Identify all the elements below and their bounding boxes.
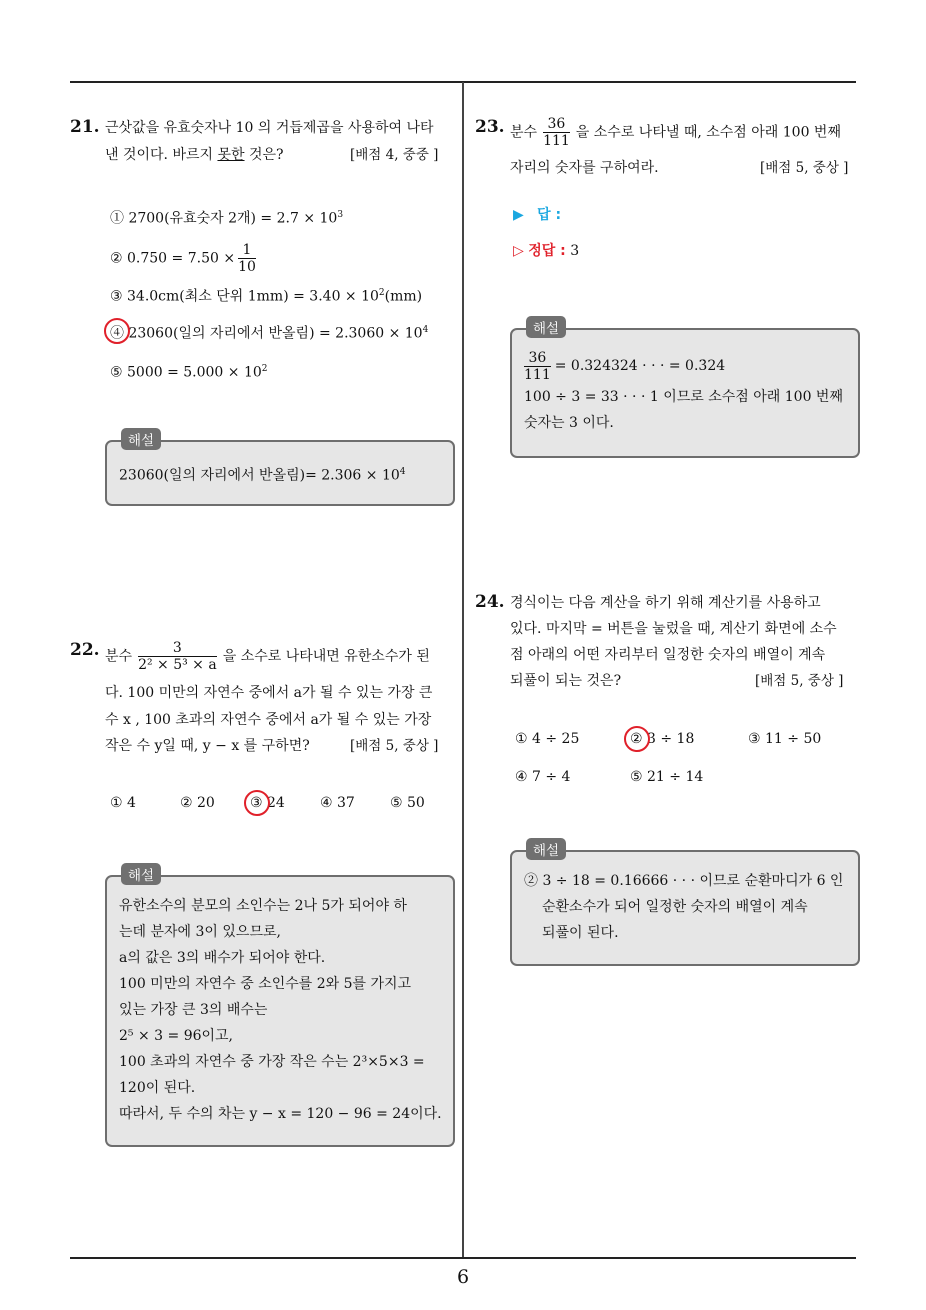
solution-label: 해설 <box>121 428 161 450</box>
page-number: 6 <box>456 1266 470 1288</box>
question-text: 점 아래의 어떤 자리부터 일정한 숫자의 배열이 계속 <box>510 647 826 663</box>
choice-1[interactable]: ① 4 ÷ 25 <box>515 731 580 747</box>
choice-5[interactable]: ⑤ $5000 = 5.000 \times 10^2$ <box>110 364 268 381</box>
question-number: 23. <box>475 117 505 137</box>
question-text: 작은 수 y일 때, y − x 를 구하면? <box>105 738 310 754</box>
score-tag: [배점 5, 중상 ] <box>755 673 844 689</box>
score-tag: [배점 4, 중중 ] <box>350 147 439 163</box>
choice-3[interactable]: ③ 11 ÷ 50 <box>748 731 822 747</box>
choice-3[interactable]: ③ 34.0cm(최소 단위 $1mm) = 3.40 \times 10^2(mm)$ <box>110 288 423 305</box>
choice-3[interactable]: ③ 24 <box>250 795 285 811</box>
question-text: 되풀이 되는 것은? <box>510 673 622 689</box>
question-number: 22. <box>70 640 100 660</box>
play-arrow-icon: ▶ <box>513 207 524 223</box>
column-divider <box>462 82 464 1258</box>
choice-5[interactable]: ⑤ 21 ÷ 14 <box>630 769 704 785</box>
solution-text: ② 3 ÷ 18 = 0.16666 · · · 이므로 순환마디가 6 인 순환소수가 되어 일정한 숫자의 배열이 계속 되풀이 된다. <box>524 873 844 941</box>
answer-mark-circle <box>244 790 270 816</box>
solution-box <box>510 328 860 458</box>
question-number: 21. <box>70 117 100 137</box>
question-text: 근삿값을 유효숫자나 10 의 거듭제곱을 사용하여 나타 <box>105 120 434 136</box>
bottom-rule <box>70 1257 856 1259</box>
choice-2[interactable]: ② 3 ÷ 18 <box>630 731 695 747</box>
solution-label: 해설 <box>121 863 161 885</box>
solution-text: 유한소수의 분모의 소인수는 2나 5가 되어야 하 는데 분자에 3이 있으므로, a의 값은 3의 배수가 되어야 한다. 100 미만의 자연수 중 소인수를 2와 5를 가지고 있는 가장 큰 3의 배수는 2⁵ × 3 = 96이고, 100 초과의 자연수 중 가장 작은 수는 2³×5×3 = 120이 된다. 따라서, 두 수의 차는 y − x = 120 − 96 = 24이다. <box>119 898 442 1122</box>
choice-4[interactable]: ④ 7 ÷ 4 <box>515 769 571 785</box>
score-tag: [배점 5, 중상 ] <box>760 160 849 176</box>
choice-4[interactable]: ④ 37 <box>320 795 355 811</box>
solution-label: 해설 <box>526 838 566 860</box>
solution-box <box>510 850 860 966</box>
question-text: 다. 100 미만의 자연수 중에서 a가 될 수 있는 가장 큰 <box>105 685 433 701</box>
choice-2[interactable]: ② 0.750 = 7.50 × $\frac{1}{10}$ <box>110 242 256 275</box>
question-text: 수 x , 100 초과의 자연수 중에서 a가 될 수 있는 가장 <box>105 712 432 728</box>
choice-4[interactable]: ④ 23060(일의 자리에서 반올림) = $2.3060 \times 10^4$ <box>110 325 429 342</box>
question-text: 경식이는 다음 계산을 하기 위해 계산기를 사용하고 <box>510 595 821 611</box>
solution-box <box>105 875 455 1147</box>
choice-1[interactable]: ① 4 <box>110 795 136 811</box>
answer-mark-circle <box>104 318 130 344</box>
score-tag: [배점 5, 중상 ] <box>350 738 439 754</box>
fraction: $\frac{3}{\text{2² × 5³ × a}}$ <box>138 640 217 673</box>
solution-text: 23060(일의 자리에서 반올림)= $2.306 \times 10^4$ <box>119 467 406 484</box>
correct-answer-row: ▷ 정답 : 3 <box>513 243 580 259</box>
choice-2[interactable]: ② 20 <box>180 795 215 811</box>
solution-text: $\frac{36}{111}$ = 0.324324 · · · = 0.3̇24̇ 100 ÷ 3 = 33 · · · 1 이므로 소수점 아래 100 번째 숫자는 3 이다. <box>524 349 843 431</box>
choice-5[interactable]: ⑤ 50 <box>390 795 425 811</box>
question-text: 있다. 마지막 = 버튼을 눌렀을 때, 계산기 화면에 소수 <box>510 621 837 637</box>
outline-arrow-icon: ▷ <box>513 243 524 259</box>
question-number: 24. <box>475 592 505 612</box>
question-text: 낸 것이다. 바르지 못한 것은? <box>105 147 284 163</box>
question-text: 분수 $\frac{36}{111}$ 을 소수로 나타낼 때, 소수점 아래 100 번째 <box>510 116 841 149</box>
question-text: 분수 $\frac{3}{\text{2² × 5³ × a}}$ 을 소수로 나타내면 유한소수가 된 <box>105 640 430 673</box>
fraction: $\frac{36}{111}$ <box>543 116 570 149</box>
answer-mark-circle <box>624 726 650 752</box>
solution-box <box>105 440 455 506</box>
solution-label: 해설 <box>526 316 566 338</box>
fraction: $\frac{1}{10}$ <box>238 242 256 275</box>
answer-row[interactable]: ▶ 답 : <box>513 207 562 223</box>
choice-1[interactable]: ① 2700(유효숫자 2개) = $2.7 \times 10^3$ <box>110 210 344 227</box>
question-text: 자리의 숫자를 구하여라. <box>510 160 659 176</box>
